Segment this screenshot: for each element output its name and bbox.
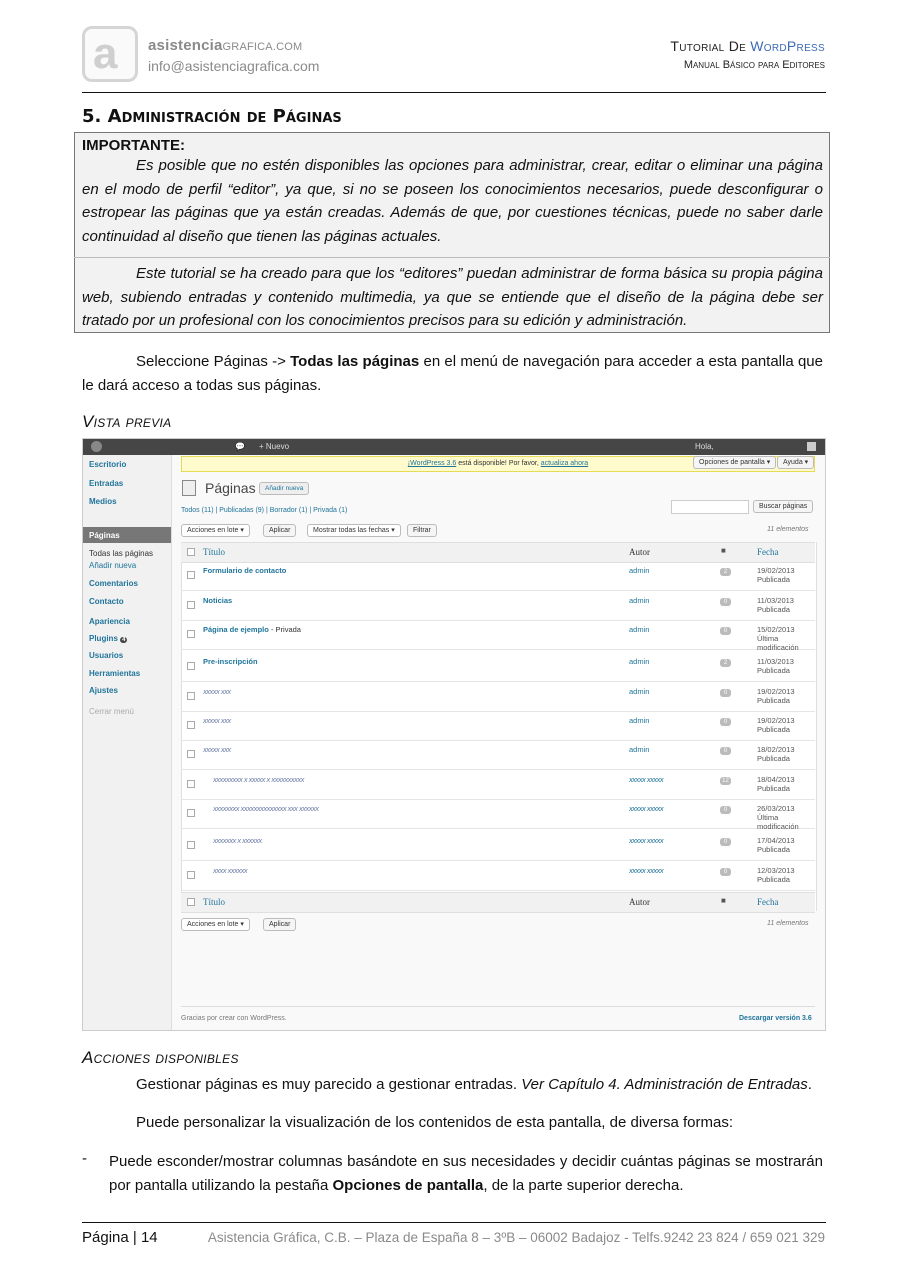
important-paragraph-2: Este tutorial se ha creado para que los “editores” puedan administrar de forma básica su propia página web, subiendo entradas y contenido multimedia, ya que se entiende que el diseño de la página debe ser tratado por un profesional con los conocimientos precisos para su edición y administración. — [82, 265, 823, 329]
sidebar-item-paginas: Páginas — [89, 531, 120, 540]
row-author: xxxxx xxxxx — [629, 775, 664, 784]
row-comment-count: 0 — [720, 627, 731, 635]
table-header-date: Fecha — [757, 547, 779, 557]
table-row-divider — [181, 828, 815, 829]
sidebar-subitem-all-pages: Todas las páginas — [89, 549, 154, 558]
row-checkbox — [187, 809, 195, 817]
status-filters: Todos (11) | Publicadas (9) | Borrador (1) | Privada (1) — [181, 507, 348, 514]
row-title — [213, 804, 319, 813]
row-title — [203, 657, 258, 666]
sidebar-item-entradas: Entradas — [89, 479, 124, 488]
row-title-text: Pre-inscripción — [203, 657, 258, 666]
table-footer-author: Autor — [629, 897, 650, 907]
row-title-text: xxxxx xxx — [203, 687, 231, 696]
table-row-divider — [181, 860, 815, 861]
section-heading: 5. Administración de Páginas — [82, 106, 342, 127]
apply-button-bottom: Aplicar — [263, 918, 296, 931]
sidebar-item-comentarios: Comentarios — [89, 579, 138, 588]
row-status: Última modificación — [757, 813, 799, 831]
page-title: Páginas — [205, 480, 256, 496]
table-header-comments-icon: ■ — [721, 546, 726, 555]
row-status: Publicada — [757, 666, 790, 675]
table-row-divider — [181, 620, 815, 621]
important-paragraph-1: Es posible que no estén disponibles las opciones para administrar, crear, editar o eliminar una página en el modo de perfil “editor”, ya que, si no se poseen los conocimientos necesarios, puede desconfigurar o estropear las páginas que ya están creadas. Además de que, por cuestiones técnicas, puede no saber darle continuidad al diseño que tienen las páginas actuales. — [82, 157, 823, 245]
table-footer-checkbox — [187, 898, 195, 906]
row-comment-count: 2 — [720, 568, 731, 576]
bullet-item: Puede esconder/mostrar columnas basándote en sus necesidades y decidir cuántas páginas se mostrarán por pantalla utilizando la pestaña Opciones de pantalla, de la parte superior derecha. — [109, 1153, 823, 1194]
table-header-title: Título — [203, 547, 225, 557]
wordpress-screenshot — [82, 438, 826, 1031]
sidebar-item-plugins: Plugins 4 — [89, 634, 126, 643]
search-input — [671, 500, 749, 514]
row-date: 19/02/2013 — [757, 566, 795, 575]
row-title — [203, 596, 232, 605]
important-label: IMPORTANTE: — [82, 137, 186, 154]
row-date: 19/02/2013 — [757, 716, 795, 725]
new-button: + Nuevo — [259, 442, 290, 451]
row-author: admin — [629, 657, 650, 666]
row-title — [213, 866, 247, 875]
sidebar-item-contacto: Contacto — [89, 597, 124, 606]
row-title-suffix: - Privada — [268, 625, 301, 634]
row-author: xxxxx xxxxx — [629, 836, 664, 845]
row-author: admin — [629, 687, 650, 696]
sidebar-item-herramientas: Herramientas — [89, 669, 141, 678]
table-footer-comments-icon: ■ — [721, 896, 726, 905]
table-row-divider — [181, 649, 815, 650]
row-author: admin — [629, 716, 650, 725]
row-title — [203, 625, 301, 634]
intro-paragraph: Seleccione Páginas -> Todas las páginas en el menú de navegación para acceder a esta pantalla que le dará acceso a todas sus páginas. — [82, 353, 823, 394]
table-footer-title: Título — [203, 897, 225, 907]
comments-bubble-icon: 💬 — [235, 442, 245, 451]
row-checkbox — [187, 630, 195, 638]
search-button: Buscar páginas — [753, 500, 813, 513]
row-status: Publicada — [757, 605, 790, 614]
screen-options-tab: Opciones de pantalla ▾ — [693, 456, 776, 469]
table-footer-date: Fecha — [757, 897, 779, 907]
row-comment-count: 12 — [720, 777, 731, 785]
row-status: Publicada — [757, 845, 790, 854]
row-author: admin — [629, 566, 650, 575]
footer-address: Asistencia Gráfica, C.B. – Plaza de España 8 – 3ºB – 06002 Badajoz - Telfs.9242 23 824 / 659 021 329 — [207, 1230, 825, 1245]
document-title: Tutorial De WordPress — [670, 38, 825, 54]
table-row-divider — [181, 799, 815, 800]
row-checkbox — [187, 571, 195, 579]
row-status: Publicada — [757, 754, 790, 763]
bullet-dash: - — [82, 1150, 87, 1167]
admin-sidebar — [83, 455, 172, 1030]
table-header-bg — [181, 542, 815, 563]
row-title — [203, 687, 231, 696]
table-row-divider — [181, 590, 815, 591]
sidebar-subitem-add-new: Añadir nueva — [89, 561, 137, 570]
row-title-text: xxxxx xxx — [203, 745, 231, 754]
page-number: Página | 14 — [82, 1229, 158, 1246]
pages-icon — [182, 480, 196, 496]
row-date: 12/03/2013 — [757, 866, 795, 875]
row-title-text: Noticias — [203, 596, 233, 605]
download-version-link: Descargar versión 3.6 — [739, 1015, 812, 1022]
row-status: Publicada — [757, 696, 790, 705]
preview-heading: Vista previa — [82, 412, 172, 431]
sidebar-item-escritorio: Escritorio — [89, 460, 127, 469]
row-title-text: Formulario de contacto — [203, 566, 287, 575]
row-title — [213, 775, 304, 784]
help-tab: Ayuda ▾ — [777, 456, 814, 469]
sidebar-item-ajustes: Ajustes — [89, 686, 118, 695]
row-checkbox — [187, 750, 195, 758]
items-count-bottom: 11 elementos — [767, 920, 809, 927]
row-title-text: Página de ejemplo — [203, 625, 269, 634]
row-comment-count: 0 — [720, 598, 731, 606]
row-comment-count: 0 — [720, 718, 731, 726]
row-checkbox — [187, 601, 195, 609]
row-title-text: xxxxxxx x xxxxxx — [213, 836, 262, 845]
sidebar-collapse: Cerrar menú — [89, 707, 134, 716]
row-comment-count: 0 — [720, 806, 731, 814]
row-title-text: xxxx xxxxxx — [213, 866, 248, 875]
row-checkbox — [187, 871, 195, 879]
row-comment-count: 0 — [720, 689, 731, 697]
table-row-divider — [181, 711, 815, 712]
row-checkbox — [187, 721, 195, 729]
row-checkbox — [187, 692, 195, 700]
row-title — [203, 566, 286, 575]
row-author: admin — [629, 596, 650, 605]
row-author: admin — [629, 625, 650, 634]
row-status: Publicada — [757, 875, 790, 884]
row-title-text: xxxxxxxx xxxxxxxxxxxxxx xxx xxxxxx — [213, 804, 319, 813]
row-comment-count: 2 — [720, 659, 731, 667]
actions-heading: Acciones disponibles — [82, 1048, 239, 1067]
row-title — [213, 836, 262, 845]
actions-paragraph-2: Puede personalizar la visualización de los contenidos de esta pantalla, de diversa formas: — [136, 1114, 734, 1131]
logo: a — [82, 26, 138, 82]
table-row-divider — [181, 740, 815, 741]
wp-footer-credit: Gracias por crear con WordPress. — [181, 1015, 287, 1022]
row-status: Publicada — [757, 575, 790, 584]
row-author: xxxxx xxxxx — [629, 866, 664, 875]
filter-button: Filtrar — [407, 524, 437, 537]
row-title — [203, 716, 231, 725]
row-author: xxxxx xxxxx — [629, 804, 664, 813]
row-status: Publicada — [757, 725, 790, 734]
table-row-divider — [181, 769, 815, 770]
row-comment-count: 0 — [720, 868, 731, 876]
dates-select: Mostrar todas las fechas ▾ — [307, 524, 401, 537]
row-comment-count: 0 — [720, 838, 731, 846]
row-comment-count: 0 — [720, 747, 731, 755]
greeting: Hola, — [695, 442, 714, 451]
wordpress-logo-icon — [91, 441, 102, 452]
row-date: 18/04/2013 — [757, 775, 795, 784]
row-title-text: xxxxxxxxx x xxxxx x xxxxxxxxxx — [213, 775, 304, 784]
row-checkbox — [187, 780, 195, 788]
row-date: 19/02/2013 — [757, 687, 795, 696]
table-row-divider — [181, 681, 815, 682]
table-row-divider — [181, 890, 815, 891]
footer-rule — [82, 1222, 826, 1223]
sidebar-item-medios: Medios — [89, 497, 117, 506]
row-title-text: xxxxx xxx — [203, 716, 231, 725]
sidebar-item-apariencia: Apariencia — [89, 617, 130, 626]
brand-email: info@asistenciagrafica.com — [148, 58, 320, 74]
row-checkbox — [187, 662, 195, 670]
actions-paragraph-1: Gestionar páginas es muy parecido a gestionar entradas. Ver Capítulo 4. Administración de Entradas. — [136, 1076, 812, 1093]
row-status: Publicada — [757, 784, 790, 793]
table-header-author: Autor — [629, 547, 650, 557]
row-date: 11/03/2013 — [757, 596, 794, 605]
header-rule — [82, 92, 826, 93]
row-checkbox — [187, 841, 195, 849]
bulk-actions-select: Acciones en lote ▾ — [181, 524, 250, 537]
row-date: 11/03/2013 — [757, 657, 794, 666]
footer-rule — [181, 1006, 815, 1007]
row-date: 17/04/2013 — [757, 836, 795, 845]
apply-button: Aplicar — [263, 524, 296, 537]
avatar — [807, 442, 816, 451]
update-notice: ¡WordPress 3.6 está disponible! Por favor, actualiza ahora — [181, 456, 815, 472]
row-date: 15/02/2013 — [757, 625, 795, 634]
add-new-button: Añadir nueva — [259, 482, 309, 495]
sidebar-item-usuarios: Usuarios — [89, 651, 124, 660]
document-subtitle: Manual Básico para Editores — [683, 59, 825, 71]
bulk-actions-select-bottom: Acciones en lote ▾ — [181, 918, 250, 931]
items-count: 11 elementos — [767, 526, 809, 533]
admin-bar — [83, 439, 825, 455]
row-title — [203, 745, 231, 754]
row-status: Última modificación — [757, 634, 799, 652]
row-date: 18/02/2013 — [757, 745, 795, 754]
brand-name: asistenciaGRAFICA.COM — [148, 37, 303, 54]
table-footer-bg — [181, 892, 815, 913]
row-author: admin — [629, 745, 650, 754]
important-divider — [74, 257, 830, 258]
table-header-checkbox — [187, 548, 195, 556]
row-date: 26/03/2013 — [757, 804, 795, 813]
